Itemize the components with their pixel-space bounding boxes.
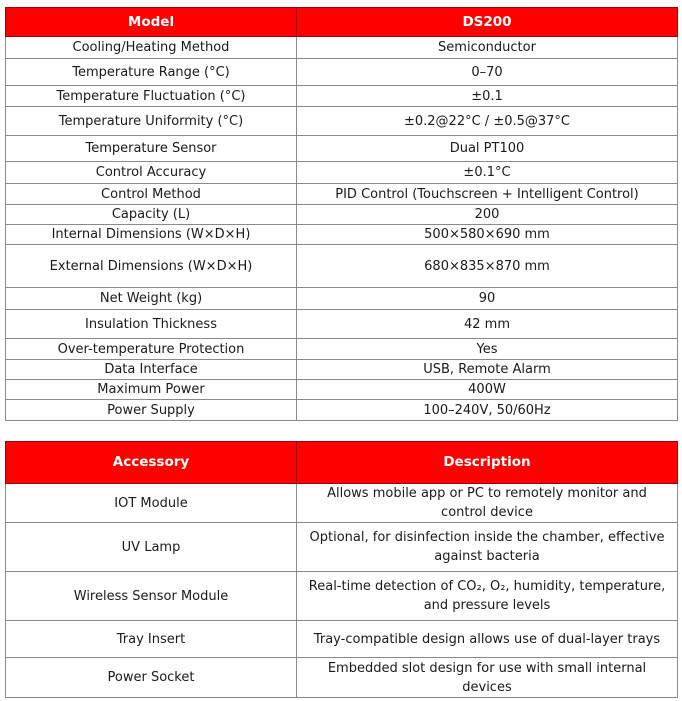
accessory-header-description: Description — [297, 442, 678, 484]
spec-value: ±0.1 — [297, 86, 678, 107]
accessory-row — [6, 484, 678, 523]
accessory-description: Tray-compatible design allows use of dual-layer trays — [297, 621, 678, 658]
spec-row — [6, 310, 678, 339]
spec-row — [6, 380, 678, 400]
spec-header-ds200: DS200 — [297, 8, 678, 37]
accessory-row — [6, 621, 678, 658]
accessory-description: Real-time detection of CO₂, O₂, humidity, temperature, and pressure levels — [297, 572, 678, 621]
spec-value: 500×580×690 mm — [297, 225, 678, 245]
spec-header-row — [6, 8, 678, 37]
spec-row — [6, 86, 678, 107]
spec-row — [6, 184, 678, 205]
spec-label: Power Supply — [6, 400, 297, 421]
spec-label: Temperature Sensor — [6, 136, 297, 162]
spec-value: ±0.1°C — [297, 162, 678, 184]
accessory-header-accessory: Accessory — [6, 442, 297, 484]
spec-row — [6, 339, 678, 360]
spec-value: 0–70 — [297, 59, 678, 86]
spec-table — [5, 7, 678, 421]
spec-value: PID Control (Touchscreen + Intelligent Control) — [297, 184, 678, 205]
spec-value: 100–240V, 50/60Hz — [297, 400, 678, 421]
spec-value: Yes — [297, 339, 678, 360]
spec-row — [6, 59, 678, 86]
spec-row — [6, 205, 678, 225]
accessory-row — [6, 658, 678, 698]
accessory-name: Tray Insert — [6, 621, 297, 658]
spec-value: 680×835×870 mm — [297, 245, 678, 288]
spec-value: 90 — [297, 288, 678, 310]
spec-row — [6, 360, 678, 380]
spec-label: Internal Dimensions (W×D×H) — [6, 225, 297, 245]
accessory-table — [5, 441, 678, 698]
spec-row — [6, 162, 678, 184]
spec-row — [6, 136, 678, 162]
spec-value: 200 — [297, 205, 678, 225]
spec-label: External Dimensions (W×D×H) — [6, 245, 297, 288]
spec-row — [6, 107, 678, 136]
spec-value: Dual PT100 — [297, 136, 678, 162]
spec-row — [6, 245, 678, 288]
accessory-name: Power Socket — [6, 658, 297, 698]
spec-label: Temperature Uniformity (°C) — [6, 107, 297, 136]
spec-label: Data Interface — [6, 360, 297, 380]
spec-label: Temperature Fluctuation (°C) — [6, 86, 297, 107]
accessory-name: IOT Module — [6, 484, 297, 523]
spec-row — [6, 225, 678, 245]
spec-label: Temperature Range (°C) — [6, 59, 297, 86]
spec-label: Insulation Thickness — [6, 310, 297, 339]
spec-label: Maximum Power — [6, 380, 297, 400]
spec-header-model: Model — [6, 8, 297, 37]
accessory-description: Allows mobile app or PC to remotely monitor and control device — [297, 484, 678, 523]
accessory-name: UV Lamp — [6, 523, 297, 572]
spec-value: Semiconductor — [297, 37, 678, 59]
spec-value: 400W — [297, 380, 678, 400]
spec-label: Net Weight (kg) — [6, 288, 297, 310]
spec-label: Cooling/Heating Method — [6, 37, 297, 59]
spec-row — [6, 37, 678, 59]
accessory-name: Wireless Sensor Module — [6, 572, 297, 621]
spec-value: USB, Remote Alarm — [297, 360, 678, 380]
accessory-header-row — [6, 442, 678, 484]
spec-label: Over-temperature Protection — [6, 339, 297, 360]
spec-label: Control Method — [6, 184, 297, 205]
accessory-row — [6, 572, 678, 621]
spec-value: 42 mm — [297, 310, 678, 339]
spec-value: ±0.2@22°C / ±0.5@37°C — [297, 107, 678, 136]
spec-label: Control Accuracy — [6, 162, 297, 184]
spec-row — [6, 288, 678, 310]
accessory-description: Optional, for disinfection inside the chamber, effective against bacteria — [297, 523, 678, 572]
accessory-description: Embedded slot design for use with small internal devices — [297, 658, 678, 698]
spec-label: Capacity (L) — [6, 205, 297, 225]
spec-row — [6, 400, 678, 421]
accessory-row — [6, 523, 678, 572]
